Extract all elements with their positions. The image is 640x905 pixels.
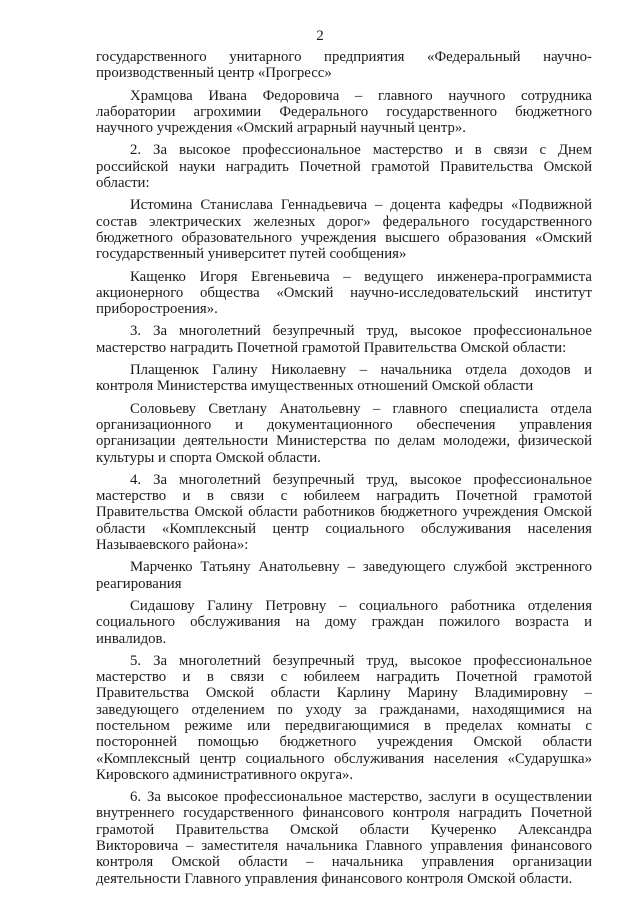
paragraph [96, 88, 592, 137]
text-line: социального обслуживания на дому граждан пожилого возраста и [96, 614, 592, 631]
text-line: области «Комплексный центр социального обслуживания населения [96, 520, 592, 537]
text-line: 5. За многолетний безупречный труд, высокое профессиональное [130, 652, 592, 669]
paragraph [96, 559, 592, 592]
text-line: мастерство и в связи с юбилеем наградить Почетной грамотой [96, 669, 592, 686]
text-line: состав электрических железных дорог» федерального государственного [96, 213, 592, 230]
text-line: Называевского района»: [96, 537, 249, 554]
text-line: государственный университет путей сообщения» [96, 246, 407, 263]
paragraph [96, 653, 592, 783]
paragraph [96, 472, 592, 553]
paragraph [96, 362, 592, 395]
text-line: Правительства Омской области работников бюджетного учреждения Омской [96, 504, 592, 521]
text-line: Викторовича – заместителя начальника Главного управления финансового [96, 838, 592, 855]
text-line: 4. За многолетний безупречный труд, высокое профессиональное [130, 471, 592, 488]
text-line: культуры и спорта Омской области. [96, 449, 321, 466]
text-line: Сидашову Галину Петровну – социального работника отделения [130, 597, 592, 614]
text-line: Марченко Татьяну Анатольевну – заведующего службой экстренного [130, 559, 592, 576]
text-line: Кащенко Игоря Евгеньевича – ведущего инженера-программиста [130, 268, 592, 285]
paragraph [96, 269, 592, 318]
paragraph [96, 323, 592, 356]
text-line: Истомина Станислава Геннадьевича – доцента кафедры «Подвижной [130, 197, 592, 214]
text-line: Плащенюк Галину Николаевну – начальника отдела доходов и [130, 362, 592, 379]
text-line: Кировского административного округа». [96, 766, 354, 783]
text-line: мастерство наградить Почетной грамотой Правительства Омской области: [96, 339, 567, 356]
text-line: «Комплексный центр социального обслуживания населения «Сударушка» [96, 750, 592, 767]
text-line: научного учреждения «Омский аграрный научный центр». [96, 120, 466, 137]
text-line: бюджетного образовательного учреждения высшего образования «Омский [96, 229, 592, 246]
text-line: лаборатории агрохимии Федерального государственного бюджетного [96, 103, 592, 120]
text-line: инвалидов. [96, 630, 167, 647]
text-line: внутреннего государственного финансового контроля наградить Почетной [96, 805, 592, 822]
text-line: контроля Омской области – начальника управления организации [96, 854, 592, 871]
text-line: приборостроения». [96, 301, 218, 318]
text-line: постельном режиме или передвигающимися в пределах комнаты с [96, 717, 592, 734]
text-line: посторонней помощью бюджетного учреждения Омской области [96, 734, 592, 751]
text-line: Храмцова Ивана Федоровича – главного научного сотрудника [130, 87, 592, 104]
paragraph [96, 598, 592, 647]
page-number: 2 [316, 28, 324, 44]
text-line: области: [96, 175, 150, 192]
text-line: деятельности Главного управления финансового контроля Омской области. [96, 870, 573, 887]
paragraph [96, 49, 592, 82]
text-line: акционерного общества «Омский научно-исследовательский институт [96, 284, 592, 301]
text-line: Правительства Омской области Карлину Марину Владимировну – [96, 685, 592, 702]
text-line: государственного унитарного предприятия «Федеральный научно- [96, 49, 592, 65]
text-line: организации деятельности Министерства по делам молодежи, физической [96, 433, 592, 450]
text-line: контроля Министерства имущественных отношений Омской области [96, 378, 534, 395]
text-line: организационного и документационного обеспечения управления [96, 416, 592, 433]
paragraph [96, 142, 592, 191]
text-line: мастерство и в связи с юбилеем наградить Почетной грамотой [96, 488, 592, 505]
text-line: производственный центр «Прогресс» [96, 65, 332, 82]
text-line: 2. За высокое профессиональное мастерство и в связи с Днем [130, 142, 592, 159]
text-line: российской науки наградить Почетной грамотой Правительства Омской [96, 158, 592, 175]
text-line: реагирования [96, 575, 182, 592]
paragraph [96, 401, 592, 466]
paragraph [96, 789, 592, 887]
text-line: 6. За высокое профессиональное мастерство, заслуги в осуществлении [130, 789, 592, 806]
text-line: Соловьеву Светлану Анатольевну – главного специалиста отдела [130, 400, 592, 417]
document-body [96, 49, 592, 887]
paragraph [96, 197, 592, 262]
text-line: грамотой Правительства Омской области Кучеренко Александра [96, 821, 592, 838]
text-line: заведующего отделением по уходу за гражданами, находящимися на [96, 701, 592, 718]
text-line: 3. За многолетний безупречный труд, высокое профессиональное [130, 323, 592, 340]
